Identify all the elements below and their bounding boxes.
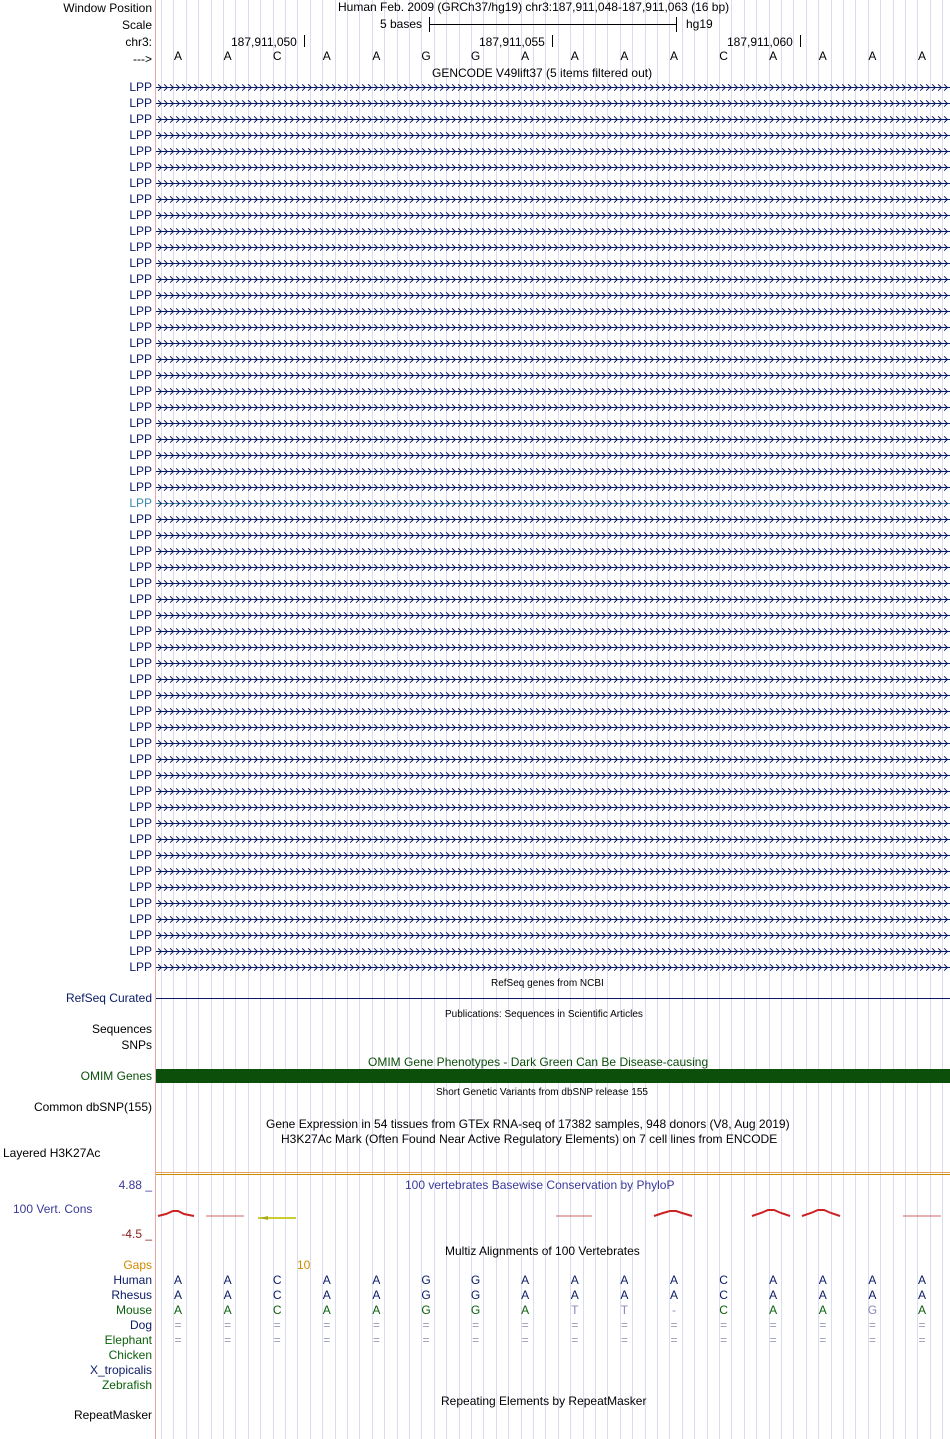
gencode-gene-label[interactable]: LPP — [129, 352, 152, 366]
scale-db: hg19 — [686, 17, 713, 31]
scale-bar-left-cap — [429, 17, 430, 32]
base-letter: A — [173, 49, 182, 63]
h3k27ac-track-label[interactable]: Layered H3K27Ac — [3, 1146, 101, 1160]
species-label[interactable]: Human — [113, 1273, 152, 1287]
strand-arrow-icon — [942, 388, 948, 397]
gencode-gene-label[interactable]: LPP — [129, 240, 152, 254]
gencode-strand-arrows — [156, 308, 950, 317]
gencode-gene-label[interactable]: LPP — [129, 448, 152, 462]
gencode-gene-label[interactable]: LPP — [129, 816, 152, 830]
gencode-gene-label[interactable]: LPP — [129, 640, 152, 654]
species-label[interactable]: X_tropicalis — [89, 1363, 152, 1377]
gencode-gene-label[interactable]: LPP — [129, 704, 152, 718]
gencode-track-title: GENCODE V49lift37 (5 items filtered out) — [432, 66, 653, 80]
gencode-gene-label[interactable]: LPP — [129, 832, 152, 846]
gencode-strand-arrows — [156, 532, 950, 541]
strand-arrow-icon — [942, 164, 948, 173]
base-letter: A — [521, 49, 530, 63]
assembly-title: Human Feb. 2009 (GRCh37/hg19) chr3:187,911,048-187,911,063 (16 bp) — [338, 0, 730, 14]
phylop-max-label: 4.88 _ — [118, 1178, 152, 1192]
gencode-strand-arrows — [156, 260, 950, 269]
base-letter: A — [917, 49, 926, 63]
gencode-strand-arrows — [156, 612, 950, 621]
gencode-gene-label[interactable]: LPP — [129, 560, 152, 574]
species-label[interactable]: Zebrafish — [101, 1378, 152, 1392]
gencode-strand-arrows — [156, 116, 950, 125]
gencode-gene-label[interactable]: LPP — [129, 960, 152, 974]
gencode-gene-label[interactable]: LPP — [129, 464, 152, 478]
repeatmasker-track-label[interactable]: RepeatMasker — [73, 1408, 152, 1422]
gaps-label: Gaps — [123, 1258, 152, 1272]
species-label[interactable]: Mouse — [115, 1303, 152, 1317]
gencode-gene-label[interactable]: LPP — [129, 928, 152, 942]
gencode-gene-label[interactable]: LPP — [129, 800, 152, 814]
gencode-gene-label[interactable]: LPP — [129, 416, 152, 430]
gencode-gene-label[interactable]: LPP — [129, 624, 152, 638]
gencode-strand-arrows — [156, 404, 950, 413]
base-letter: A — [669, 49, 678, 63]
strand-arrow-icon — [942, 420, 948, 429]
scale-bar — [429, 24, 677, 25]
gencode-gene-label[interactable]: LPP — [129, 608, 152, 622]
gencode-gene-label[interactable]: LPP — [129, 144, 152, 158]
gencode-gene-label[interactable]: LPP — [129, 656, 152, 670]
coord-tick-mark — [304, 35, 305, 47]
gencode-gene-label[interactable]: LPP — [129, 944, 152, 958]
gencode-gene-label[interactable]: LPP — [129, 80, 152, 94]
gencode-strand-arrows — [156, 84, 950, 93]
base-letter: A — [620, 49, 629, 63]
gencode-gene-label[interactable]: LPP — [129, 784, 152, 798]
strand-arrow-icon — [942, 516, 948, 525]
gencode-gene-label[interactable]: LPP — [129, 688, 152, 702]
strand-arrow-icon — [942, 180, 948, 189]
gencode-strand-arrows — [156, 100, 950, 109]
refseq-track-label[interactable]: RefSeq Curated — [65, 991, 152, 1005]
strand-arrow-icon — [942, 308, 948, 317]
gencode-strand-arrows — [156, 244, 950, 253]
coord-tick-label: 187,911,055 — [479, 35, 545, 49]
gencode-strand-arrows — [156, 548, 950, 557]
base-letter: A — [322, 49, 331, 63]
strand-arrow-icon — [942, 292, 948, 301]
chrom-label: chr3: — [125, 35, 152, 49]
gencode-gene-label[interactable]: LPP — [129, 528, 152, 542]
gencode-gene-label[interactable]: LPP — [129, 736, 152, 750]
species-label[interactable]: Chicken — [108, 1348, 152, 1362]
gencode-gene-label[interactable]: LPP — [129, 272, 152, 286]
gencode-gene-label[interactable]: LPP — [129, 672, 152, 686]
gencode-strand-arrows — [156, 500, 950, 509]
gencode-strand-arrows — [156, 356, 950, 365]
strand-arrow-icon — [942, 404, 948, 413]
species-label[interactable]: Elephant — [104, 1333, 152, 1347]
gencode-gene-label[interactable]: LPP — [129, 864, 152, 878]
gencode-strand-arrows — [156, 388, 950, 397]
gencode-gene-label[interactable]: LPP — [129, 432, 152, 446]
gencode-strand-arrows — [156, 196, 950, 205]
strand-arrow-icon — [942, 260, 948, 269]
gencode-strand-arrows — [156, 484, 950, 493]
gencode-strand-arrows — [156, 340, 950, 349]
gencode-gene-label[interactable]: LPP — [129, 320, 152, 334]
gencode-strand-arrows — [156, 436, 950, 445]
strand-arrow-icon — [942, 196, 948, 205]
dbsnp-track-label[interactable]: Common dbSNP(155) — [33, 1100, 152, 1114]
species-label[interactable]: Rhesus — [111, 1288, 152, 1302]
track-label-sidebar — [0, 0, 155, 1439]
strand-arrow-icon — [942, 628, 948, 637]
gencode-strand-arrows — [156, 292, 950, 301]
gencode-gene-label[interactable]: LPP — [129, 512, 152, 526]
strand-arrow-icon — [942, 532, 948, 541]
gencode-strand-arrows — [156, 644, 950, 653]
strand-arrow-icon — [942, 100, 948, 109]
coord-tick-label: 187,911,060 — [727, 35, 793, 49]
strand-arrow-icon — [942, 548, 948, 557]
gencode-gene-label[interactable]: LPP — [129, 128, 152, 142]
strand-arrow-icon — [942, 148, 948, 157]
base-letter: C — [719, 49, 728, 63]
gencode-strand-arrows — [156, 452, 950, 461]
strand-arrow-icon — [942, 468, 948, 477]
strand-arrow-icon — [942, 132, 948, 141]
gencode-gene-label[interactable]: LPP — [129, 192, 152, 206]
strand-arrow-icon — [942, 452, 948, 461]
gencode-gene-label[interactable]: LPP — [129, 480, 152, 494]
gencode-gene-label[interactable]: LPP — [129, 288, 152, 302]
gencode-gene-label[interactable]: LPP — [129, 368, 152, 382]
gencode-gene-label[interactable]: LPP — [129, 176, 152, 190]
gencode-gene-label[interactable]: LPP — [129, 208, 152, 222]
track-image-area[interactable] — [156, 0, 950, 1439]
strand-arrow-icon — [942, 580, 948, 589]
gencode-strand-arrows — [156, 164, 950, 173]
snps-track-label[interactable]: SNPs — [121, 1038, 152, 1052]
coord-tick-mark — [552, 35, 553, 47]
strand-arrow-icon — [942, 228, 948, 237]
coord-tick-label: 187,911,050 — [231, 35, 297, 49]
gencode-gene-label[interactable]: LPP — [129, 768, 152, 782]
gencode-gene-label[interactable]: LPP — [129, 880, 152, 894]
gencode-gene-label[interactable]: LPP — [129, 336, 152, 350]
strand-arrow-icon — [942, 324, 948, 333]
base-letter: A — [223, 49, 232, 63]
strand-arrow-icon — [942, 500, 948, 509]
gencode-gene-label[interactable]: LPP — [129, 896, 152, 910]
base-letter: A — [769, 49, 778, 63]
base-letter: A — [372, 49, 381, 63]
gencode-strand-arrows — [156, 212, 950, 221]
strand-arrow-icon — [942, 596, 948, 605]
scale-text: 5 bases — [380, 17, 423, 31]
phylop-min-label: -4.5 _ — [121, 1227, 152, 1241]
base-letter: A — [868, 49, 877, 63]
gencode-gene-label[interactable]: LPP — [129, 592, 152, 606]
gencode-strand-arrows — [156, 516, 950, 525]
gencode-gene-label[interactable]: LPP — [129, 912, 152, 926]
base-letter: G — [470, 49, 481, 63]
gencode-strand-arrows — [156, 468, 950, 477]
strand-arrow-icon — [942, 372, 948, 381]
gencode-gene-label[interactable]: LPP — [129, 304, 152, 318]
scale-bar-right-cap — [676, 17, 677, 32]
gencode-strand-arrows — [156, 180, 950, 189]
gencode-strand-arrows — [156, 596, 950, 605]
gencode-gene-label[interactable]: LPP — [129, 96, 152, 110]
gencode-strand-arrows — [156, 228, 950, 237]
strand-arrow-icon — [942, 84, 948, 93]
strand-arrow-icon — [942, 340, 948, 349]
omim-track-label[interactable]: OMIM Genes — [80, 1069, 152, 1083]
strand-arrow-icon — [942, 212, 948, 221]
gencode-gene-label[interactable]: LPP — [129, 496, 152, 510]
gencode-strand-arrows — [156, 564, 950, 573]
gencode-gene-label[interactable]: LPP — [129, 720, 152, 734]
strand-arrow-icon — [942, 612, 948, 621]
gencode-strand-arrows — [156, 628, 950, 637]
window-position-label: Window Position — [63, 1, 152, 15]
base-letter: G — [421, 49, 431, 63]
gencode-strand-arrows — [156, 324, 950, 333]
strand-arrow-icon — [942, 244, 948, 253]
gencode-gene-label[interactable]: LPP — [129, 256, 152, 270]
base-letter: C — [272, 49, 282, 63]
gencode-gene-label[interactable]: LPP — [129, 400, 152, 414]
gencode-strand-arrows — [156, 132, 950, 141]
phylop-track-label[interactable]: 100 Vert. Cons — [13, 1202, 93, 1216]
gencode-gene-label[interactable]: LPP — [129, 112, 152, 126]
coord-tick-mark — [800, 35, 801, 47]
gencode-strand-arrows — [156, 420, 950, 429]
strand-label: ---> — [133, 52, 152, 66]
strand-arrow-icon — [942, 484, 948, 493]
publications-track-label[interactable]: Sequences — [91, 1022, 152, 1036]
gencode-gene-label[interactable]: LPP — [129, 544, 152, 558]
strand-arrow-icon — [942, 356, 948, 365]
strand-arrow-icon — [942, 564, 948, 573]
strand-arrow-icon — [942, 436, 948, 445]
gencode-gene-label[interactable]: LPP — [129, 752, 152, 766]
gencode-gene-label[interactable]: LPP — [129, 576, 152, 590]
strand-arrow-icon — [942, 116, 948, 125]
scale-label: Scale — [121, 18, 152, 32]
gencode-gene-label[interactable]: LPP — [129, 848, 152, 862]
gencode-strand-arrows — [156, 276, 950, 285]
species-label[interactable]: Dog — [129, 1318, 152, 1332]
gencode-strand-arrows — [156, 580, 950, 589]
base-letter: A — [570, 49, 579, 63]
strand-arrow-icon — [942, 276, 948, 285]
gencode-gene-label[interactable]: LPP — [129, 224, 152, 238]
gencode-strand-arrows — [156, 148, 950, 157]
gencode-gene-label[interactable]: LPP — [129, 384, 152, 398]
gencode-strand-arrows — [156, 372, 950, 381]
base-letter: A — [818, 49, 827, 63]
gencode-gene-label[interactable]: LPP — [129, 160, 152, 174]
